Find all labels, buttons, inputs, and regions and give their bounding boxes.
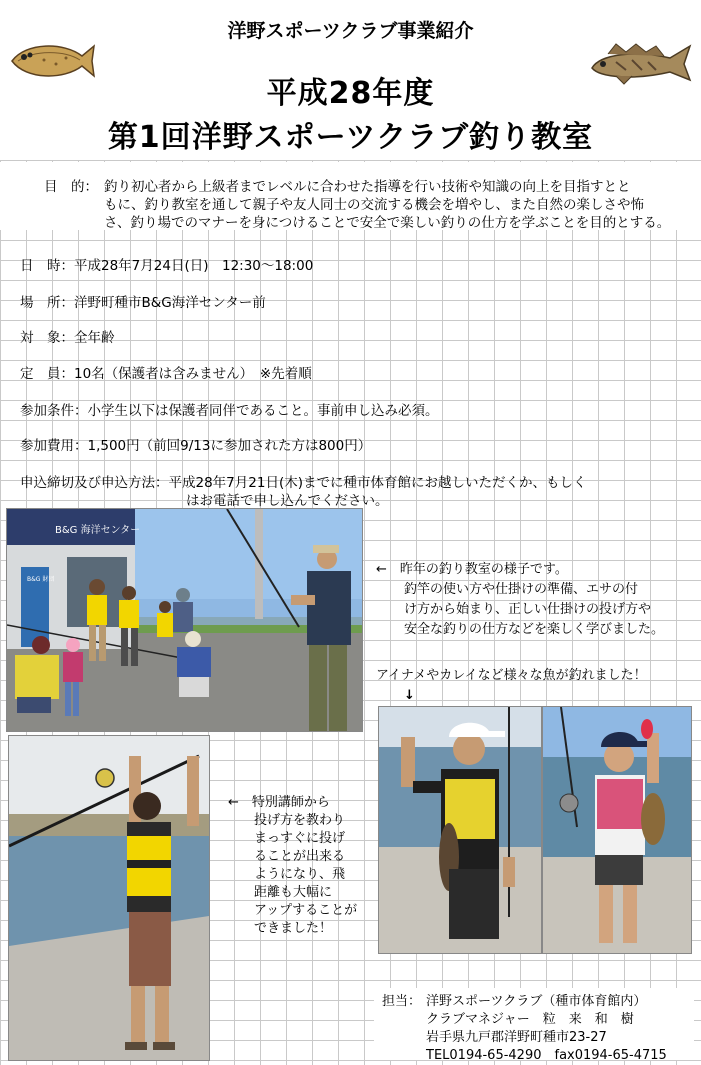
caption-instructor-line2: 投げ方を教わり bbox=[254, 813, 346, 828]
photo-instructor-casting bbox=[8, 735, 210, 1061]
contact-org: 洋野スポーツクラブ（種市体育館内） bbox=[426, 994, 647, 1009]
purpose-label: 目 的： bbox=[44, 179, 98, 195]
photo-fishing-class bbox=[6, 508, 363, 732]
purpose-text-line3: さ、釣り場でのマナーを身につけることで安全で楽しい釣りの仕方を学ぶことを目的とする。 bbox=[104, 215, 671, 231]
caption-instructor-line7: アップすることが bbox=[254, 903, 358, 918]
datetime-line: 日 時：平成28年7月24日(日) 12:30〜18:00 bbox=[20, 258, 314, 274]
caption-fish-caught: アイナメやカレイなど様々な魚が釣れました！ bbox=[376, 668, 647, 683]
deadline-line2: はお電話で申し込んでください。 bbox=[186, 493, 389, 509]
caption-instructor-line6: 距離も大幅に bbox=[254, 885, 333, 900]
contact-manager: クラブマネジャー 粒 来 和 樹 bbox=[426, 1012, 634, 1027]
contact-label: 担当： bbox=[382, 994, 422, 1009]
caption-last-year-line4: 安全な釣りの仕方などを楽しく学びました。 bbox=[404, 622, 665, 637]
banner-text: B&G 財団 bbox=[27, 576, 55, 583]
caption-instructor-line5: ようになり、飛 bbox=[254, 867, 346, 882]
place-line: 場 所：洋野町種市B&G海洋センター前 bbox=[20, 295, 266, 311]
org-intro-heading: 洋野スポーツクラブ事業紹介 bbox=[227, 20, 474, 42]
title-event: 第1回洋野スポーツクラブ釣り教室 bbox=[107, 120, 594, 155]
caption-last-year-line2: 釣竿の使い方や仕掛けの準備、エサの付 bbox=[404, 582, 639, 597]
photo-boy-with-fish bbox=[378, 706, 542, 954]
photo-girl-with-flatfish bbox=[542, 706, 692, 954]
caption-fish-arrow: ↓ bbox=[404, 688, 415, 703]
capacity-line: 定 員：10名（保護者は含みません） ※先着順 bbox=[20, 366, 312, 382]
caption-last-year-line3: け方から始まり、正しい仕掛けの投げ方や bbox=[404, 602, 652, 617]
title-year: 平成28年度 bbox=[266, 76, 435, 111]
target-line: 対 象：全年齢 bbox=[20, 330, 115, 346]
contact-phone: TEL0194-65-4290 fax0194-65-4715 bbox=[426, 1048, 667, 1063]
caption-last-year-line1: ← 昨年の釣り教室の様子です。 bbox=[376, 562, 568, 577]
contact-address: 岩手県九戸郡洋野町種市23-27 bbox=[426, 1030, 607, 1045]
building-sign-text: B&G 海洋センター bbox=[55, 525, 141, 536]
caption-instructor-line3: まっすぐに投げ bbox=[254, 831, 346, 846]
caption-instructor-line1: ← 特別講師から bbox=[228, 795, 330, 810]
purpose-text-line1: 釣り初心者から上級者までレベルに合わせた指導を行い技術や知識の向上を目指すとと bbox=[104, 179, 631, 195]
purpose-text-line2: もに、釣り教室を通して親子や友人同士の交流する機会を増やし、また自然の楽しさや怖 bbox=[104, 197, 644, 213]
caption-instructor-line8: できました！ bbox=[254, 921, 333, 936]
conditions-line: 参加条件：小学生以下は保護者同伴であること。事前申し込み必須。 bbox=[20, 403, 439, 419]
caption-instructor-line4: ることが出来る bbox=[254, 849, 346, 864]
fee-line: 参加費用：1,500円（前回9/13に参加された方は800円） bbox=[20, 438, 372, 454]
deadline-line1: 申込締切及び申込方法：平成28年7月21日(木)までに種市体育館にお越しいただくか、もしく bbox=[20, 475, 587, 491]
